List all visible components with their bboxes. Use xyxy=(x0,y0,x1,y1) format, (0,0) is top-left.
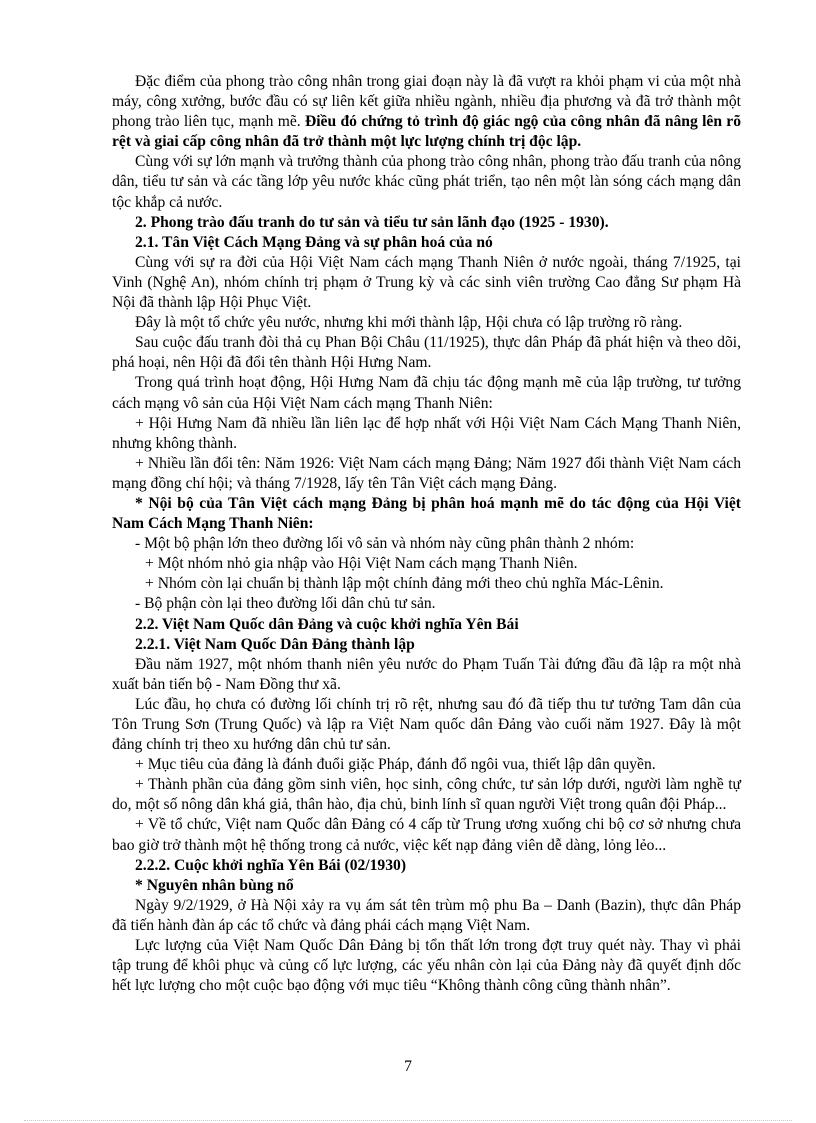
bold-note: * Nội bộ của Tân Việt cách mạng Đảng bị phân hoá mạnh mẽ do tác động của Hội Việt Nam Cách Mạng Thanh Niên: xyxy=(112,494,741,533)
paragraph: Đặc điểm của phong trào công nhân trong giai đoạn này là đã vượt ra khỏi phạm vi của một nhà máy, công xưởng, bước đầu có sự liên kết giữa nhiều ngành, nhiều địa phương và đã trở thành một phong trào liên tục, mạnh mẽ. Điều đó chứng tỏ trình độ giác ngộ của công nhân đã nâng lên rõ rệt và giai cấp công nhân đã trở thành một lực lượng chính trị độc lập. xyxy=(112,73,742,151)
paragraph: Lực lượng của Việt Nam Quốc Dân Đảng bị tổn thất lớn trong đợt truy quét này. Thay vì phải tập trung để khôi phục và củng cố lực lượng, các yếu nhân còn lại của Đảng này đã quyết định dốc hết lực lượng cho một cuộc bạo động với mục tiêu “Không thành công cũng thành nhân”. xyxy=(112,937,741,995)
list-item: + Hội Hưng Nam đã nhiều lần liên lạc để hợp nhất với Hội Việt Nam Cách Mạng Thanh Niên, nhưng không thành. xyxy=(112,414,741,452)
paragraph: Sau cuộc đấu tranh đòi thả cụ Phan Bội Châu (11/1925), thực dân Pháp đã phát hiện và theo dõi, phá hoại, nên Hội đã đổi tên thành Hội Hưng Nam. xyxy=(112,334,741,372)
page-body xyxy=(112,72,741,996)
bold-emphasis: Điều đó chứng tỏ trình độ giác ngộ của công nhân đã nâng lên rõ rệt và giai cấp công nhân đã trở thành một lực lượng chính trị độc lập. xyxy=(112,113,742,151)
list-item: + Về tổ chức, Việt nam Quốc dân Đảng có 4 cấp từ Trung ương xuống chi bộ cơ sở nhưng chưa bao giờ trở thành một hệ thống trong cả nước, việc kết nạp đảng viên dễ dàng, lỏng lẻo... xyxy=(112,816,741,854)
paragraph: Đây là một tổ chức yêu nước, nhưng khi mới thành lập, Hội chưa có lập trường rõ ràng. xyxy=(135,314,683,332)
page-number: 7 xyxy=(404,1058,412,1075)
page-bottom-divider xyxy=(24,1120,792,1121)
paragraph: Cùng với sự ra đời của Hội Việt Nam cách mạng Thanh Niên ở nước ngoài, tháng 7/1925, tại Vinh (Nghệ An), nhóm chính trị phạm ở Trung kỳ và các sinh viên trường Cao đẳng Sư phạm Hà Nội đã thành lập Hội Phục Việt. xyxy=(112,253,741,312)
paragraph: Đầu năm 1927, một nhóm thanh niên yêu nước do Phạm Tuấn Tài đứng đầu đã lập ra một nhà xuất bản tiến bộ - Nam Đồng thư xã. xyxy=(112,655,741,693)
bold-note: * Nguyên nhân bùng nổ xyxy=(135,876,294,894)
paragraph: Trong quá trình hoạt động, Hội Hưng Nam đã chịu tác động mạnh mẽ của lập trường, tư tưởng cách mạng vô sản của Hội Việt Nam cách mạng Thanh Niên: xyxy=(112,374,741,412)
section-heading: 2. Phong trào đấu tranh do tư sản và tiểu tư sản lãnh đạo (1925 - 1930). xyxy=(135,213,609,231)
paragraph: Ngày 9/2/1929, ở Hà Nội xảy ra vụ ám sát tên trùm mộ phu Ba – Danh (Bazin), thực dân Pháp đã tiến hành đàn áp các tổ chức và đảng phái cách mạng Việt Nam. xyxy=(112,896,741,934)
subsection-heading: 2.2. Việt Nam Quốc dân Đảng và cuộc khởi nghĩa Yên Bái xyxy=(135,615,519,633)
list-item: - Bộ phận còn lại theo đường lối dân chủ tư sản. xyxy=(135,595,436,613)
subsection-heading: 2.2.2. Cuộc khởi nghĩa Yên Bái (02/1930) xyxy=(135,856,407,874)
list-item: + Thành phần của đảng gồm sinh viên, học sinh, công chức, tư sản lớp dưới, người làm nghề tự do, một số nông dân khá giả, thân hào, địa chủ, binh lính sĩ quan người Việt trong quân đội Pháp... xyxy=(112,776,741,814)
subsection-heading: 2.2.1. Việt Nam Quốc Dân Đảng thành lập xyxy=(135,635,415,653)
paragraph: Cùng với sự lớn mạnh và trưởng thành của phong trào công nhân, phong trào đấu tranh của nông dân, tiểu tư sản và các tầng lớp yêu nước khác cũng phát triển, tạo nên một làn sóng cách mạng dân tộc khắp cả nước. xyxy=(112,153,741,211)
subsection-heading: 2.1. Tân Việt Cách Mạng Đảng và sự phân hoá của nó xyxy=(135,233,493,251)
list-item: + Nhóm còn lại chuẩn bị thành lập một chính đảng mới theo chủ nghĩa Mác-Lênin. xyxy=(145,575,664,593)
list-item: + Một nhóm nhỏ gia nhập vào Hội Việt Nam cách mạng Thanh Niên. xyxy=(145,555,578,573)
list-item: + Nhiều lần đổi tên: Năm 1926: Việt Nam cách mạng Đảng; Năm 1927 đổi thành Việt Nam cách mạng đồng chí hội; và tháng 7/1928, lấy tên Tân Việt cách mạng Đảng. xyxy=(112,454,741,492)
paragraph: Lúc đầu, họ chưa có đường lối chính trị rõ rệt, nhưng sau đó đã tiếp thu tư tưởng Tam dân của Tôn Trung Sơn (Trung Quốc) và lập ra Việt Nam quốc dân Đảng vào cuối năm 1927. Đây là một đảng chính trị theo xu hướng dân chủ tư sản. xyxy=(112,695,741,754)
list-item: - Một bộ phận lớn theo đường lối vô sản và nhóm này cũng phân thành 2 nhóm: xyxy=(135,535,635,553)
list-item: + Mục tiêu của đảng là đánh đuổi giặc Pháp, đánh đổ ngôi vua, thiết lập dân quyền. xyxy=(135,756,656,774)
